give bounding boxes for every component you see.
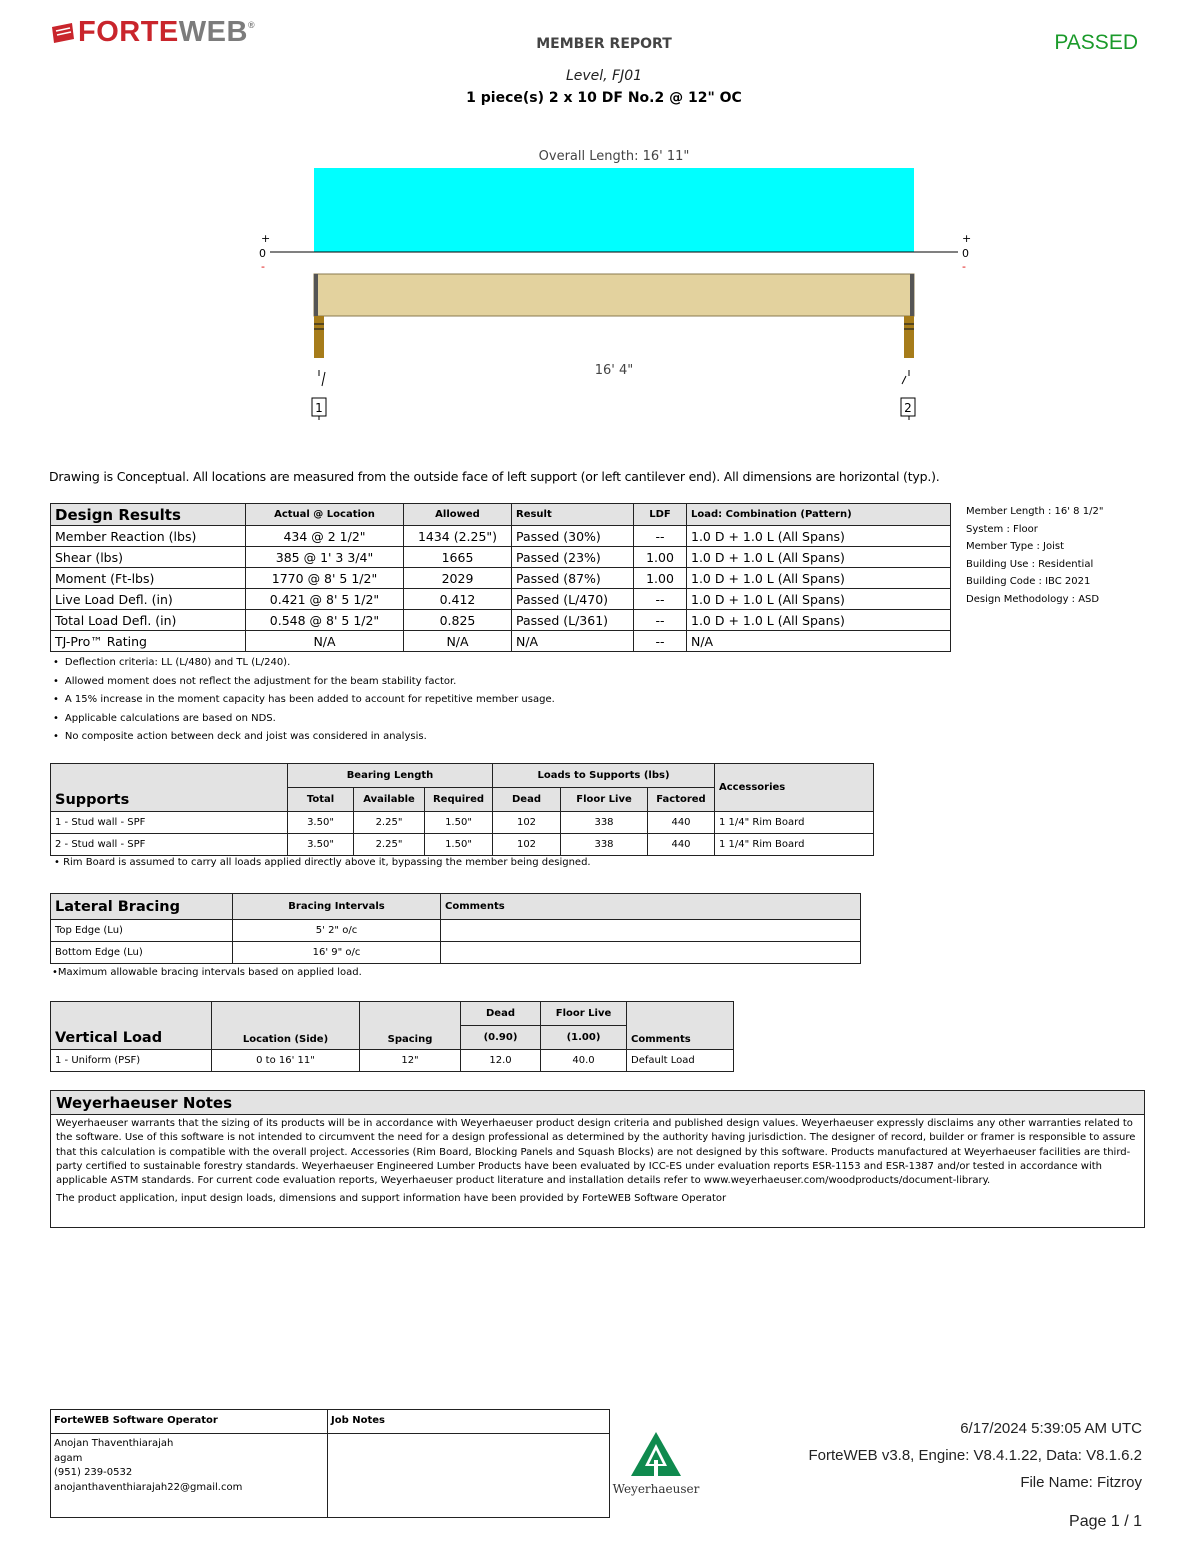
overall-length-label: Overall Length: 16' 11" [538,149,690,164]
comment-value [441,920,861,942]
required-value: 1.50" [425,834,493,856]
span-length-label: 16' 4" [594,363,634,378]
table-row [51,920,861,942]
building-use: Building Use : Residential [966,558,1094,570]
col-dead: Dead [493,788,561,812]
group-loads-to-supports: Loads to Supports (lbs) [493,764,715,788]
plus-right: + [962,232,972,245]
col-floor-live: Floor Live [541,1002,627,1026]
row-label: Member Reaction (lbs) [51,526,246,547]
operator-email: anojanthaventhiarajah22@gmail.com [54,1481,243,1493]
lateral-header-row [51,894,861,920]
col-bracing-intervals: Bracing Intervals [233,894,441,920]
table-row [51,526,951,547]
col-location-side: Location (Side) [212,1002,360,1050]
list-item: • Applicable calculations are based on NDS. [53,710,555,729]
beam-member [314,274,914,316]
allowed-value: 1665 [404,547,512,568]
allowed-value: 0.825 [404,610,512,631]
col-required: Required [425,788,493,812]
zero-left: 0 [259,247,266,260]
dead-value: 102 [493,834,561,856]
actual-value: 385 @ 1' 3 3/4" [246,547,404,568]
result-value: Passed (87%) [512,568,634,589]
vertical-load-table [50,1001,734,1072]
weyerhaeuser-notes-paragraph: Weyerhaeuser warrants that the sizing of its products will be in accordance with Weyerhaeuser product design criteria and published design values. Weyerhaeuser expressly disclaims any other warranties related to the software. Use of this software is not intended to circumvent the need for a design professional as determined by the authority having jurisdiction. The designer of record, builder or framer is responsible to assure that this calculation is compatible with the overall project. Accessories (Rim Board, Blocking Panels and Squash Blocks) are not designed by this software. Products manufactured at Weyerhaeuser facilities are third-party certified to sustainable forestry standards. Weyerhaeuser Engineered Lumber Products have been evaluated by ICC-ES under evaluation reports ESR-1153 and ESR-1387 and/or tested in accordance with applicable ASTM standards. For current code evaluation reports, Weyerhaeuser product literature and installation details refer to www.weyerhaeuser.com/woodproducts/document-library. [56,1118,1136,1187]
dead-value: 12.0 [461,1050,541,1072]
job-notes-text [328,1434,609,1440]
job-notes-column [328,1410,609,1517]
col-load-combination: Load: Combination (Pattern) [687,504,951,526]
load-combination-value: 1.0 D + 1.0 L (All Spans) [687,589,951,610]
list-item: • No composite action between deck and joist was considered in analysis. [53,728,555,747]
design-methodology: Design Methodology : ASD [966,593,1100,605]
col-comments: Comments [627,1002,734,1050]
col-allowed: Allowed [404,504,512,526]
load-combination-value: N/A [687,631,951,652]
support-name: 1 - Stud wall - SPF [51,812,288,834]
actual-value: 0.421 @ 8' 5 1/2" [246,589,404,610]
zero-right: 0 [962,247,969,260]
lateral-bracing-note: •Maximum allowable bracing intervals based on applied load. [52,967,362,978]
operator-column [51,1410,328,1517]
lateral-bracing-title: Lateral Bracing [51,894,233,920]
tree-logo-icon [629,1430,683,1480]
status-badge: PASSED [1054,31,1138,54]
table-row [51,812,874,834]
load-name: 1 - Uniform (PSF) [51,1050,212,1072]
table-row [51,568,951,589]
operator-details [51,1434,327,1498]
operator-header: ForteWEB Software Operator [51,1410,327,1434]
floor-live-value: 338 [561,834,648,856]
supports-note: • Rim Board is assumed to carry all loads applied directly above it, bypassing the member being designed. [54,857,591,868]
list-item: • A 15% increase in the moment capacity has been added to account for repetitive member usage. [53,691,555,710]
accessories-value: 1 1/4" Rim Board [715,812,874,834]
accessories-value: 1 1/4" Rim Board [715,834,874,856]
operator-job-notes-box [50,1409,610,1518]
logo-forte-text: FORTE [78,16,179,48]
actual-value: 1770 @ 8' 5 1/2" [246,568,404,589]
col-accessories: Accessories [715,764,874,812]
ldf-value: 1.00 [634,568,687,589]
minus-right: - [962,260,966,273]
load-combination-value: 1.0 D + 1.0 L (All Spans) [687,568,951,589]
uniform-load-block [314,168,914,252]
total-value: 3.50" [288,834,354,856]
col-result: Result [512,504,634,526]
vertical-load-title: Vertical Load [51,1002,212,1050]
dead-value: 102 [493,812,561,834]
edge-label: Top Edge (Lu) [51,920,233,942]
file-name: File Name: Fitzroy [1020,1474,1142,1491]
design-results-title: Design Results [51,504,246,526]
operator-name: Anojan Thaventhiarajah [54,1438,174,1449]
col-floor-live-factor: (1.00) [541,1026,627,1050]
logo-registered-mark: ® [247,20,256,30]
col-spacing: Spacing [360,1002,461,1050]
support-2-number: 2 [904,401,912,415]
table-row [51,1050,734,1072]
result-value: Passed (L/361) [512,610,634,631]
col-total: Total [288,788,354,812]
support-post-left [314,316,324,358]
beam-end-left [314,274,318,316]
comment-value [441,942,861,964]
load-combination-value: 1.0 D + 1.0 L (All Spans) [687,547,951,568]
supports-group-row [51,764,874,788]
design-notes-list [53,654,555,747]
location-value: 0 to 16' 11" [212,1050,360,1072]
row-label: Live Load Defl. (in) [51,589,246,610]
allowed-value: 2029 [404,568,512,589]
allowed-value: 0.412 [404,589,512,610]
row-label: Moment (Ft-lbs) [51,568,246,589]
result-value: Passed (L/470) [512,589,634,610]
total-value: 3.50" [288,812,354,834]
col-floor-live: Floor Live [561,788,648,812]
building-code: Building Code : IBC 2021 [966,576,1091,588]
required-value: 1.50" [425,812,493,834]
table-row [51,631,951,652]
edge-label: Bottom Edge (Lu) [51,942,233,964]
col-comments: Comments [441,894,861,920]
interval-value: 5' 2" o/c [233,920,441,942]
beam-end-right [910,274,914,316]
row-label: TJ-Pro™ Rating [51,631,246,652]
plus-left: + [261,232,271,245]
member-system: System : Floor [966,523,1038,535]
available-value: 2.25" [354,812,425,834]
ldf-value: -- [634,610,687,631]
support-name: 2 - Stud wall - SPF [51,834,288,856]
ldf-value: -- [634,589,687,610]
spacing-value: 12" [360,1050,461,1072]
beam-drawing [240,140,980,430]
table-row [51,589,951,610]
operator-company: agam [54,1452,83,1464]
col-dead: Dead [461,1002,541,1026]
col-ldf: LDF [634,504,687,526]
software-version: ForteWEB v3.8, Engine: V8.4.1.22, Data: V8.1.6.2 [808,1447,1142,1464]
allowed-value: N/A [404,631,512,652]
design-results-table [50,503,951,652]
group-bearing-length: Bearing Length [288,764,493,788]
row-label: Total Load Defl. (in) [51,610,246,631]
table-row [51,834,874,856]
ldf-value: 1.00 [634,547,687,568]
ldf-value: -- [634,526,687,547]
design-results-header-row [51,504,951,526]
operator-phone: (951) 239-0532 [54,1467,133,1478]
weyerhaeuser-logo [612,1430,700,1496]
table-row [51,942,861,964]
row-label: Shear (lbs) [51,547,246,568]
comment-value: Default Load [627,1050,734,1072]
report-datetime: 6/17/2024 5:39:05 AM UTC [960,1420,1142,1437]
result-value: Passed (30%) [512,526,634,547]
actual-value: 434 @ 2 1/2" [246,526,404,547]
col-dead-factor: (0.90) [461,1026,541,1050]
support-1-number: 1 [315,401,323,415]
actual-value: N/A [246,631,404,652]
vertical-header-row-1 [51,1002,734,1026]
logo-web-text: WEB [178,16,248,48]
page-number: Page 1 / 1 [1069,1513,1142,1530]
level-label: Level, FJ01 [565,68,643,84]
load-combination-value: 1.0 D + 1.0 L (All Spans) [687,610,951,631]
supports-table [50,763,874,856]
table-row [51,610,951,631]
list-item: • Deflection criteria: LL (L/480) and TL (L/240). [53,654,555,673]
lateral-bracing-table [50,893,861,964]
result-value: Passed (23%) [512,547,634,568]
floor-live-value: 338 [561,812,648,834]
minus-left: - [261,260,265,273]
member-description: 1 piece(s) 2 x 10 DF No.2 @ 12" OC [466,90,742,106]
factored-value: 440 [648,812,715,834]
actual-value: 0.548 @ 8' 5 1/2" [246,610,404,631]
ldf-value: -- [634,631,687,652]
allowed-value: 1434 (2.25") [404,526,512,547]
report-title: MEMBER REPORT [536,36,672,52]
supports-title: Supports [51,764,288,812]
available-value: 2.25" [354,834,425,856]
support-post-right [904,316,914,358]
weyerhaeuser-wordmark: Weyerhaeuser [612,1482,700,1496]
weyerhaeuser-notes-box [50,1090,1145,1228]
member-type: Member Type : Joist [966,541,1064,553]
list-item: • Allowed moment does not reflect the adjustment for the beam stability factor. [53,673,555,692]
weyerhaeuser-notes-provided-by: The product application, input design loads, dimensions and support information have been provided by ForteWEB Software Operator [56,1193,727,1205]
col-factored: Factored [648,788,715,812]
col-actual-location: Actual @ Location [246,504,404,526]
interval-value: 16' 9" o/c [233,942,441,964]
result-value: N/A [512,631,634,652]
col-available: Available [354,788,425,812]
drawing-note: Drawing is Conceptual. All locations are measured from the outside face of left support (or left cantilever end). All dimensions are horizontal (typ.). [49,469,940,484]
job-notes-header: Job Notes [328,1410,609,1434]
member-length: Member Length : 16' 8 1/2" [966,506,1104,517]
floor-live-value: 40.0 [541,1050,627,1072]
member-info-panel [966,503,1103,609]
table-row [51,547,951,568]
factored-value: 440 [648,834,715,856]
weyerhaeuser-notes-title: Weyerhaeuser Notes [51,1091,1144,1115]
load-combination-value: 1.0 D + 1.0 L (All Spans) [687,526,951,547]
